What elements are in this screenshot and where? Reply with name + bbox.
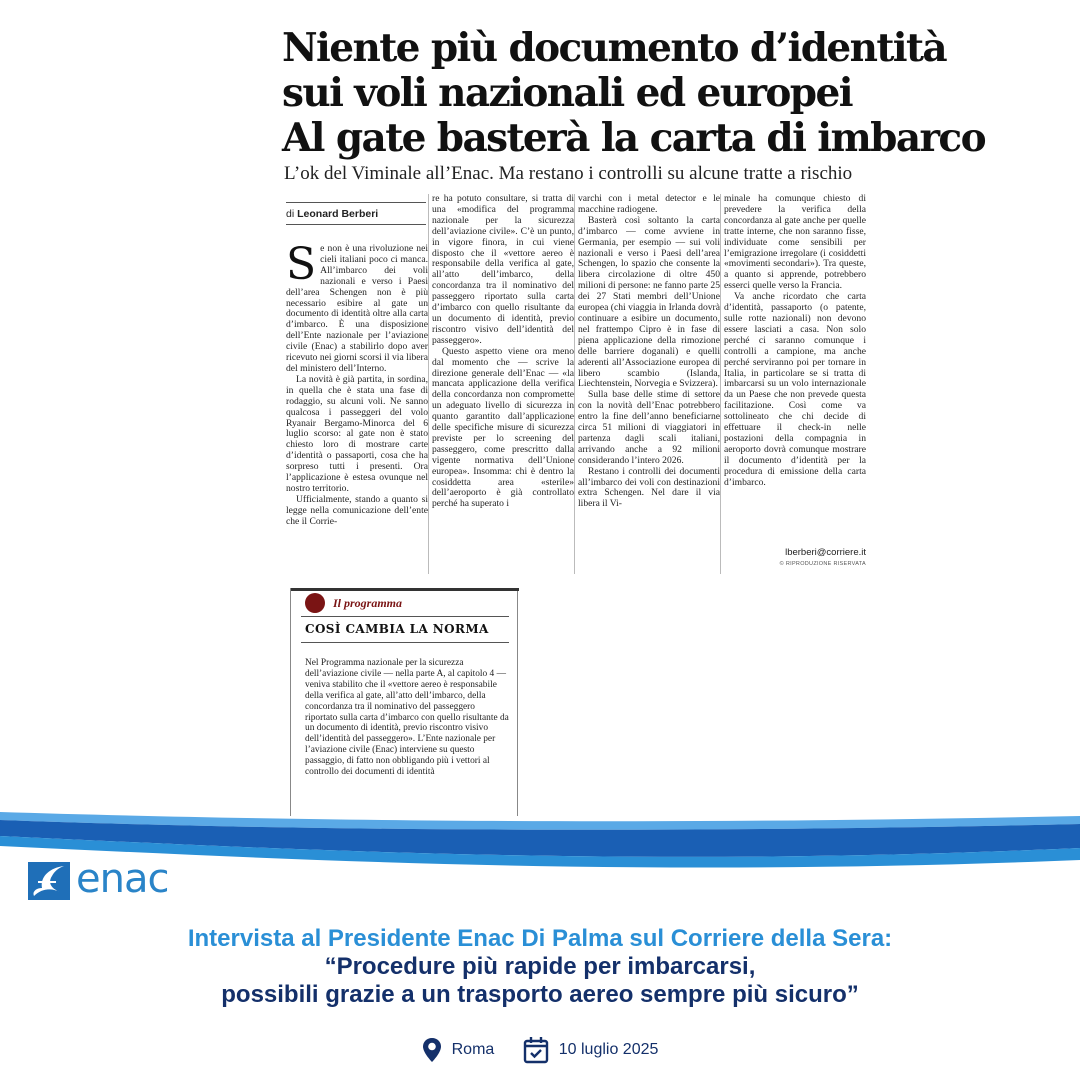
calendar-check-icon [523, 1036, 549, 1064]
paragraph-text: e non è una rivoluzione nei cieli italiani poco ci manca. All’imbarco dei voli nazionali e verso i Paesi dell’area Schengen non è più necessario esibire al gate un documento di identità oltre alla carta d’imbarco. È una disposizione dell’Ente nazionale per l’aviazione civile (Enac) a stabilirlo dopo aver ricevuto nei giorni scorsi il via libera del ministero dell’Interno. [286, 244, 428, 374]
box-text: Nel Programma nazionale per la sicurezza dell’aviazione civile — nella parte A, al capitolo 4 — veniva stabilito che il «vettore aereo è responsabile della verifica al gate, all’atto dell’imbarco, della concordanza tra il nominativo del passeggero riportato sulla carta d’imbarco con quello risultante da un documento di identità, previo riscontro visivo dell’identità del passeggero». L’Ente nazionale per l’aviazione civile (Enac) interviene su questo passaggio, di fatto non obbligando più i vettori al controllo dei documenti di identità [305, 658, 509, 778]
article-subheadline: L’ok del Viminale all’Enac. Ma restano i controlli su alcune tratte a rischio [284, 163, 853, 184]
program-box [290, 588, 518, 816]
byline-prefix: di [286, 208, 295, 220]
byline-bottom-rule [286, 224, 426, 225]
article-column-4 [724, 194, 866, 554]
map-pin-icon [422, 1037, 442, 1063]
article-headline [282, 25, 985, 161]
article-paragraph: Restano i controlli dei documenti all’imbarco dei voli con destinazioni extra Schengen. Nel dare il via libera il Vi- [578, 465, 720, 510]
enac-logo-text: enac [76, 856, 169, 902]
article-paragraph: Va anche ricordato che carta d’identità, passaporto (o patente, sulle rotte nazionali) non devono essere lasciati a casa. Non solo perché ci saranno comunque i controlli a campione, ma anche perché serviranno poi per tornare in Italia, in particolare se si tratta di imbarcarsi su un volo internazionale da un Paese che non prevede questa facilitazione. Così come va sottolineato che chi decide di effettuare il check-in nelle postazioni della compagnia in aeroporto dovrà comunque mostrare il documento d’identità per la procedura di emissione della carta d’imbarco. [724, 291, 866, 488]
footer-meta [0, 1036, 1080, 1064]
byline [286, 208, 426, 220]
box-top-rule [291, 588, 519, 591]
headline-line-3: Al gate basterà la carta di imbarco [282, 115, 985, 161]
byline-top-rule [286, 202, 426, 203]
footer-title [0, 925, 1080, 1009]
article-paragraph: Ufficialmente, stando a quanto si legge nella comunicazione dell’ente che il Corrie- [286, 493, 428, 527]
headline-line-1: Niente più documento d’identità [282, 25, 947, 71]
box-label: Il programma [333, 596, 403, 610]
box-bullet-icon [305, 593, 325, 613]
article-paragraph: Basterà così soltanto la carta d’imbarco — come avviene in Germania, per esempio — sui voli nazionali e verso i Paesi dell’area Schengen, lo spazio che consente la libera circolazione di oltre 450 milioni di persone: ne fanno parte 25 dei 27 Stati membri dell’Unione europea (chi viaggia in Irlanda dovrà continuare a esibire un documento, nel frattempo Cipro è in fase di piena applicazione della rimozione delle barriere doganali) e quelli aderenti all’Associazione europea di libero scambio (Islanda, Liechtenstein, Norvegia e Svizzera). [578, 214, 720, 390]
headline-line-2: sui voli nazionali ed europei [282, 70, 852, 116]
column-divider [574, 194, 575, 574]
box-title: COSÌ CAMBIA LA NORMA [305, 622, 489, 636]
dropcap: S [286, 244, 317, 290]
copyright-notice: © RIPRODUZIONE RISERVATA [779, 561, 866, 567]
article-column-2 [432, 194, 574, 574]
article-paragraph: varchi con i metal detector e le macchine radiogene. [578, 194, 720, 215]
footer-title-line-2: “Procedure più rapide per imbarcarsi, [324, 953, 756, 980]
footer-title-line-3: possibili grazie a un trasporto aereo sempre più sicuro” [221, 981, 859, 1008]
article-column-1 [286, 244, 428, 574]
article-paragraph [286, 244, 428, 375]
location-item [422, 1037, 495, 1063]
date-text: 10 luglio 2025 [558, 1041, 659, 1058]
box-rule [301, 642, 509, 643]
article-paragraph: Sulla base delle stime di settore con la novità dell’Enac potrebbero entro la fine dell’anno beneficiarne circa 51 milioni di viaggiatori in partenza dagli scali italiani, arrivando anche a 92 milioni considerando l’intero 2026. [578, 389, 720, 466]
footer-title-line-1: Intervista al Presidente Enac Di Palma sul Corriere della Sera: [187, 925, 893, 952]
column-divider [428, 194, 429, 574]
author-name: Leonard Berberi [297, 208, 379, 220]
article-column-3 [578, 194, 720, 574]
article-paragraph: minale ha comunque chiesto di prevedere la verifica della concordanza al gate anche per quelle tratte interne, che non saranno fisse, individuate come sensibili per l’emigrazione irregolare (i cosiddetti «movimenti secondari»). Tra queste, a quanto si apprende, potrebbero esserci quelle verso la Francia. [724, 194, 866, 292]
location-text: Roma [451, 1041, 495, 1058]
article-paragraph: re ha potuto consultare, si tratta di una «modifica del programma nazionale per la sicurezza dell’aviazione civile». C’è un punto, in vigore finora, in cui viene disposto che il «vettore aereo è responsabile della verifica al gate, all’atto dell’imbarco, della concordanza tra il nominativo del passeggero riportato sulla carta d’imbarco con quello risultante da un documento di identità, previo riscontro visivo dell’identità del passeggero». [432, 194, 574, 346]
article-paragraph: Questo aspetto viene ora meno dal momento che — scrive la direzione generale dell’Enac — «la mancata applicazione della verifica della concordanza non compromette un adeguato livello di sicurezza in quanto garantito dall’applicazione delle specifiche misure di sicurezza previste per lo screening del passeggero, come prescritto dalla vigente normativa dell’Unione europea». Insomma: chi è dentro la cosiddetta area «sterile» dell’aeroporto è già controllato perché ha superato i [432, 345, 574, 510]
author-email: lberberi@corriere.it [785, 547, 866, 558]
column-divider [720, 194, 721, 574]
article-paragraph: La novità è già partita, in sordina, in quella che è stata una fase di rodaggio, su alcuni voli. Ne sanno qualcosa i passeggeri del volo Ryanair Bergamo-Minorca del 6 luglio scorso: al gate non è stato chiesto loro di mostrare carte d’identità o passaporti, cosa che ha sorpreso tutti i presenti. Ora l’applicazione è estesa ovunque nel nostro territorio. [286, 373, 428, 494]
date-item [523, 1036, 659, 1064]
box-rule [301, 616, 509, 617]
